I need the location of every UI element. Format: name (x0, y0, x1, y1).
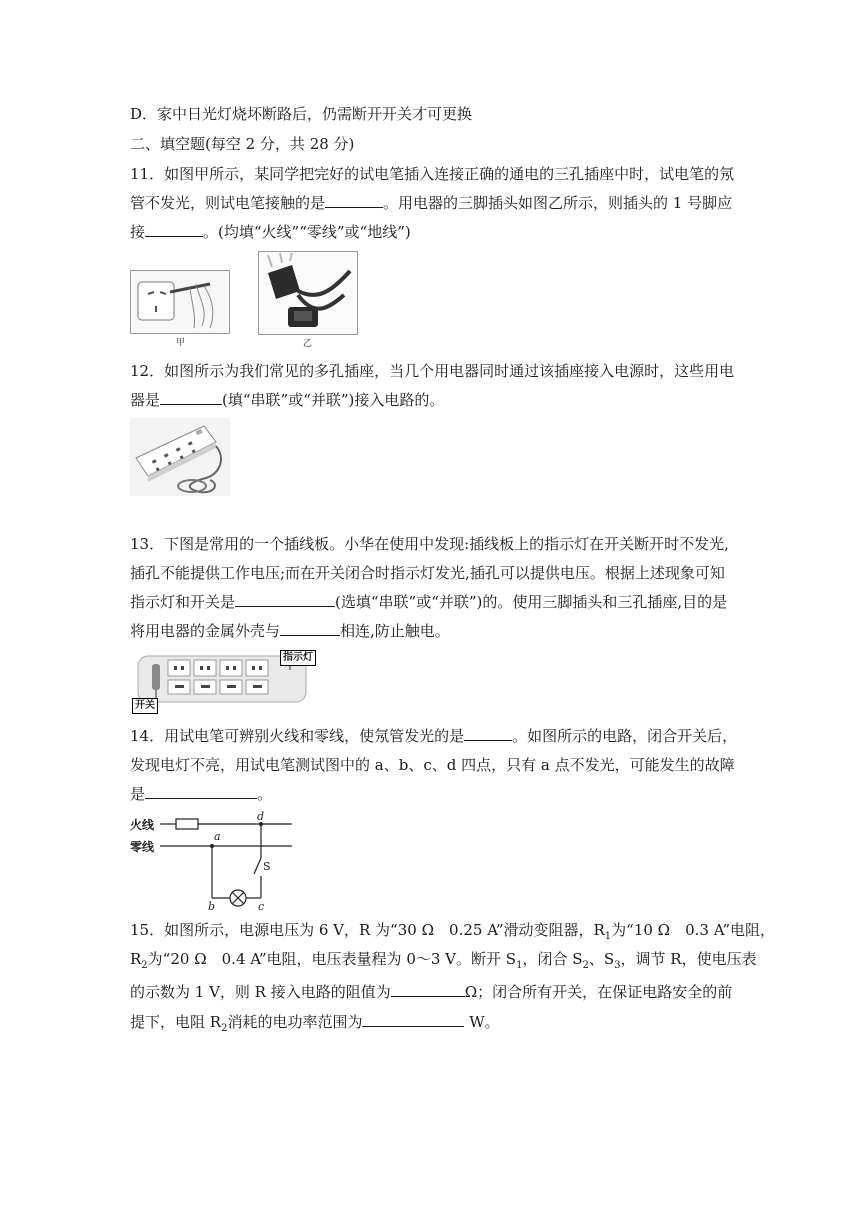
socket-tester-figure (130, 270, 230, 334)
q15-text-2d: 、S (588, 950, 615, 968)
q15-text-1b: 为“10 Ω 0.3 A”电阻， (611, 921, 776, 939)
q15-text-2c: ，闭合 S (522, 950, 583, 968)
q15-text-2pre: R (130, 950, 142, 968)
answer-blank[interactable] (362, 1012, 464, 1027)
q15-text-3a: 的示数为 1 V，则 R 接入电路的阻值为 (130, 983, 391, 1001)
strip-board-figure (130, 650, 320, 718)
q12-text-2a: 器是 (130, 391, 161, 409)
point-a-label: a (214, 830, 221, 843)
q11-text-1: 11．如图甲所示，某同学把完好的试电笔插入连接正确的通电的三孔插座中时，试电笔的氖 (130, 165, 735, 183)
figure-caption-yi: 乙 (303, 339, 313, 349)
q13-text-3b: (选填“串联”或“并联”)的。使用三脚插头和三孔插座,目的是 (335, 593, 728, 611)
section-title: 二、填空题(每空 2 分，共 28 分) (130, 135, 355, 153)
q13-text-2: 插孔不能提供工作电压;而在开关闭合时指示灯发光,插孔可以提供电压。根据上述现象可知 (130, 564, 725, 582)
q15-text-2: 为“20 Ω 0.4 A”电阻，电压表量程为 0～3 V。断开 S (147, 950, 517, 968)
answer-blank[interactable] (235, 592, 335, 607)
q15-text-3b: Ω；闭合所有开关，在保证电路安全的前 (464, 983, 733, 1001)
q11-text-3a: 接 (130, 223, 146, 241)
figure-caption-jia: 甲 (176, 338, 186, 348)
q11-text-3b: 。(均填“火线”“零线”或“地线”) (203, 223, 411, 241)
q15-line1 (130, 920, 776, 947)
q14-line1 (130, 726, 738, 746)
q13-text-4a: 将用电器的金属外壳与 (130, 622, 281, 640)
q14-text-2: 发现电灯不亮，用试电笔测试图中的 a、b、c、d 四点，只有 a 点不发光，可能发生的故障 (130, 756, 735, 774)
q15-text-1: 15．如图所示，电源电压为 6 V，R 为“30 Ω 0.25 A”滑动变阻器，R (130, 921, 605, 939)
q11-line2 (130, 193, 733, 213)
power-strip-image (130, 418, 230, 496)
q14-line3 (130, 784, 730, 804)
q15-text-4a: 提下，电阻 R (130, 1013, 222, 1031)
q14-text-1b: 。如图所示的电路，闭合开关后， (512, 727, 738, 745)
q13-text-4b: 相连,防止触电。 (340, 622, 450, 640)
point-b-label: b (208, 900, 216, 913)
q13-line4 (130, 621, 730, 641)
label-zero-line: 零线 (130, 840, 155, 854)
answer-blank[interactable] (160, 390, 222, 405)
q11-line3 (130, 222, 730, 242)
answer-blank[interactable] (464, 726, 512, 741)
power-strip-figure (130, 418, 230, 496)
circuit-diagram (130, 812, 300, 912)
label-fire-line: 火线 (130, 818, 155, 832)
q13-text-3a: 指示灯和开关是 (130, 593, 236, 611)
q12-line1 (130, 361, 735, 381)
q14-text-1a: 14．用试电笔可辨别火线和零线，使氖管发光的是 (130, 727, 465, 745)
q14-text-3b: 。 (257, 785, 273, 803)
q13-text-1: 13．下图是常用的一个插线板。小华在使用中发现:插线板上的指示灯在开关断开时不发光, (130, 535, 729, 553)
option-d-text: D．家中日光灯烧坏断路后，仍需断开开关才可更换 (130, 105, 473, 123)
q11-text-2a: 管不发光，则试电笔接触的是 (130, 194, 326, 212)
q15-sub-2d: 3 (614, 960, 621, 971)
q11-text-2b: 。用电器的三脚插头如图乙所示，则插头的 1 号脚应 (383, 194, 733, 212)
q11-line1 (130, 164, 735, 184)
switch-label: 开关 (132, 698, 158, 714)
answer-blank[interactable] (145, 784, 257, 799)
indicator-label: 指示灯 (280, 650, 316, 666)
q15-line2 (130, 949, 757, 976)
q15-line4 (130, 1012, 730, 1039)
q15-line3 (130, 982, 733, 1002)
q15-sub-4: 2 (221, 1023, 228, 1034)
socket-tester-image (130, 270, 230, 334)
answer-blank[interactable] (325, 193, 383, 208)
switch-s-label: S (263, 860, 271, 873)
q13-line1 (130, 534, 730, 554)
q15-sub-2b: 1 (516, 960, 523, 971)
q13-line2 (130, 563, 730, 583)
q12-text-1: 12．如图所示为我们常见的多孔插座，当几个用电器同时通过该插座接入电源时，这些用电 (130, 362, 735, 380)
three-pin-plug-image (258, 251, 358, 335)
three-pin-plug-figure (258, 251, 358, 335)
q14-text-3a: 是 (130, 785, 146, 803)
q13-line3 (130, 592, 730, 612)
q15-text-2e: ，调节 R，使电压表 (620, 950, 757, 968)
answer-blank[interactable] (145, 222, 203, 237)
section-heading (130, 134, 730, 154)
q15-text-4b: 消耗的电功率范围为 (227, 1013, 363, 1031)
q15-sub-1: 1 (604, 931, 612, 942)
q15-sub-2c: 2 (582, 960, 589, 971)
answer-blank[interactable] (280, 621, 340, 636)
q12-line2 (130, 390, 730, 410)
option-d (130, 104, 730, 124)
point-d-label: d (257, 810, 265, 823)
point-c-label: c (258, 900, 265, 913)
circuit-svg (130, 812, 300, 912)
q15-text-4c: W。 (464, 1013, 500, 1031)
q15-sub-2: 2 (141, 960, 148, 971)
answer-blank[interactable] (391, 982, 465, 997)
q14-line2 (130, 755, 735, 775)
q12-text-2b: (填“串联”或“并联”)接入电路的。 (222, 391, 445, 409)
